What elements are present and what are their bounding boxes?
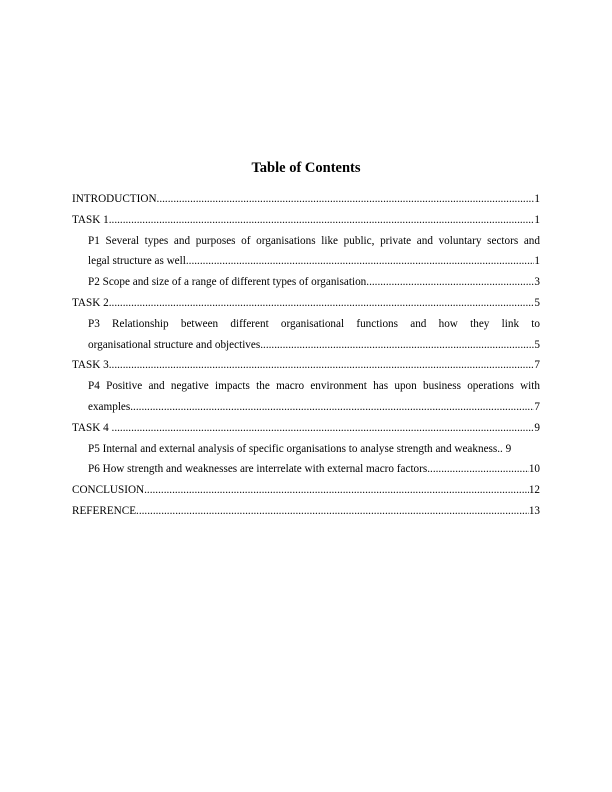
- toc-entry-label-line2: legal structure as well: [88, 255, 186, 268]
- toc-entry-task-2[interactable]: [72, 293, 540, 314]
- toc-page-number: 9: [502, 442, 512, 455]
- toc-page-number: 12: [528, 484, 540, 497]
- dot-leader: [136, 501, 529, 522]
- toc-page-number: 5: [534, 296, 540, 309]
- toc-entry-p1[interactable]: [72, 231, 540, 273]
- toc-entry-reference[interactable]: [72, 501, 540, 522]
- dot-leader: [112, 418, 535, 439]
- dot-leader: [366, 272, 534, 293]
- toc-entry-label: TASK 1: [72, 213, 109, 226]
- dot-leader: [109, 210, 535, 231]
- toc-entry-introduction[interactable]: [72, 189, 540, 210]
- dot-leader: [144, 480, 529, 501]
- toc-entry-label: TASK 3: [72, 359, 109, 372]
- toc-entry-p4[interactable]: [72, 376, 540, 418]
- toc-entry-label: P6 How strength and weaknesses are interrelate with external macro factors: [88, 463, 428, 476]
- table-of-contents: [72, 189, 540, 522]
- toc-entry-p2[interactable]: [72, 272, 540, 293]
- dot-leader: [109, 293, 535, 314]
- toc-page-number: 1: [534, 255, 540, 268]
- toc-entry-label-line1: P4 Positive and negative impacts the macro environment has upon business operations with: [88, 380, 540, 393]
- toc-page-number: 13: [528, 504, 540, 517]
- toc-entry-label-line2: organisational structure and objectives: [88, 338, 261, 351]
- toc-entry-task-4[interactable]: [72, 418, 540, 439]
- toc-page-number: 3: [534, 276, 540, 289]
- toc-page-number: 1: [534, 213, 540, 226]
- dot-leader: [186, 251, 535, 272]
- toc-entry-label-line1: P1 Several types and purposes of organisations like public, private and voluntary sectors and: [88, 234, 540, 247]
- toc-page-number: 9: [534, 421, 540, 434]
- toc-entry-p3[interactable]: [72, 314, 540, 356]
- toc-entry-label: P2 Scope and size of a range of different types of organisation: [88, 276, 367, 289]
- toc-entry-label: TASK 2: [72, 296, 109, 309]
- toc-title: Table of Contents: [251, 160, 361, 176]
- toc-entry-label: CONCLUSION: [72, 484, 145, 497]
- dot-leader: [157, 189, 535, 210]
- toc-page-number: 5: [534, 338, 540, 351]
- toc-page-number: 1: [534, 193, 540, 205]
- toc-entry-label: REFERENCE: [72, 504, 137, 517]
- toc-entry-label-line1: P3 Relationship between different organisational functions and how they link to: [88, 317, 540, 330]
- toc-entry-label: INTRODUCTION: [72, 193, 157, 205]
- toc-entry-label-line2: examples: [88, 400, 131, 413]
- toc-entry-task-1[interactable]: [72, 210, 540, 231]
- toc-page-number: 7: [534, 400, 540, 413]
- toc-entry-task-3[interactable]: [72, 355, 540, 376]
- dot-leader: [427, 459, 529, 480]
- dot-leader: [109, 355, 535, 376]
- toc-entry-label: TASK 4: [72, 421, 112, 434]
- toc-page-number: 7: [534, 359, 540, 372]
- toc-entry-conclusion[interactable]: [72, 480, 540, 501]
- toc-entry-label: P5 Internal and external analysis of specific organisations to analyse strength and weakness..: [88, 442, 503, 455]
- toc-page-number: 10: [528, 463, 540, 476]
- dot-leader: [260, 335, 534, 356]
- toc-entry-p5[interactable]: [72, 439, 540, 460]
- dot-leader: [130, 397, 534, 418]
- toc-entry-p6[interactable]: [72, 459, 540, 480]
